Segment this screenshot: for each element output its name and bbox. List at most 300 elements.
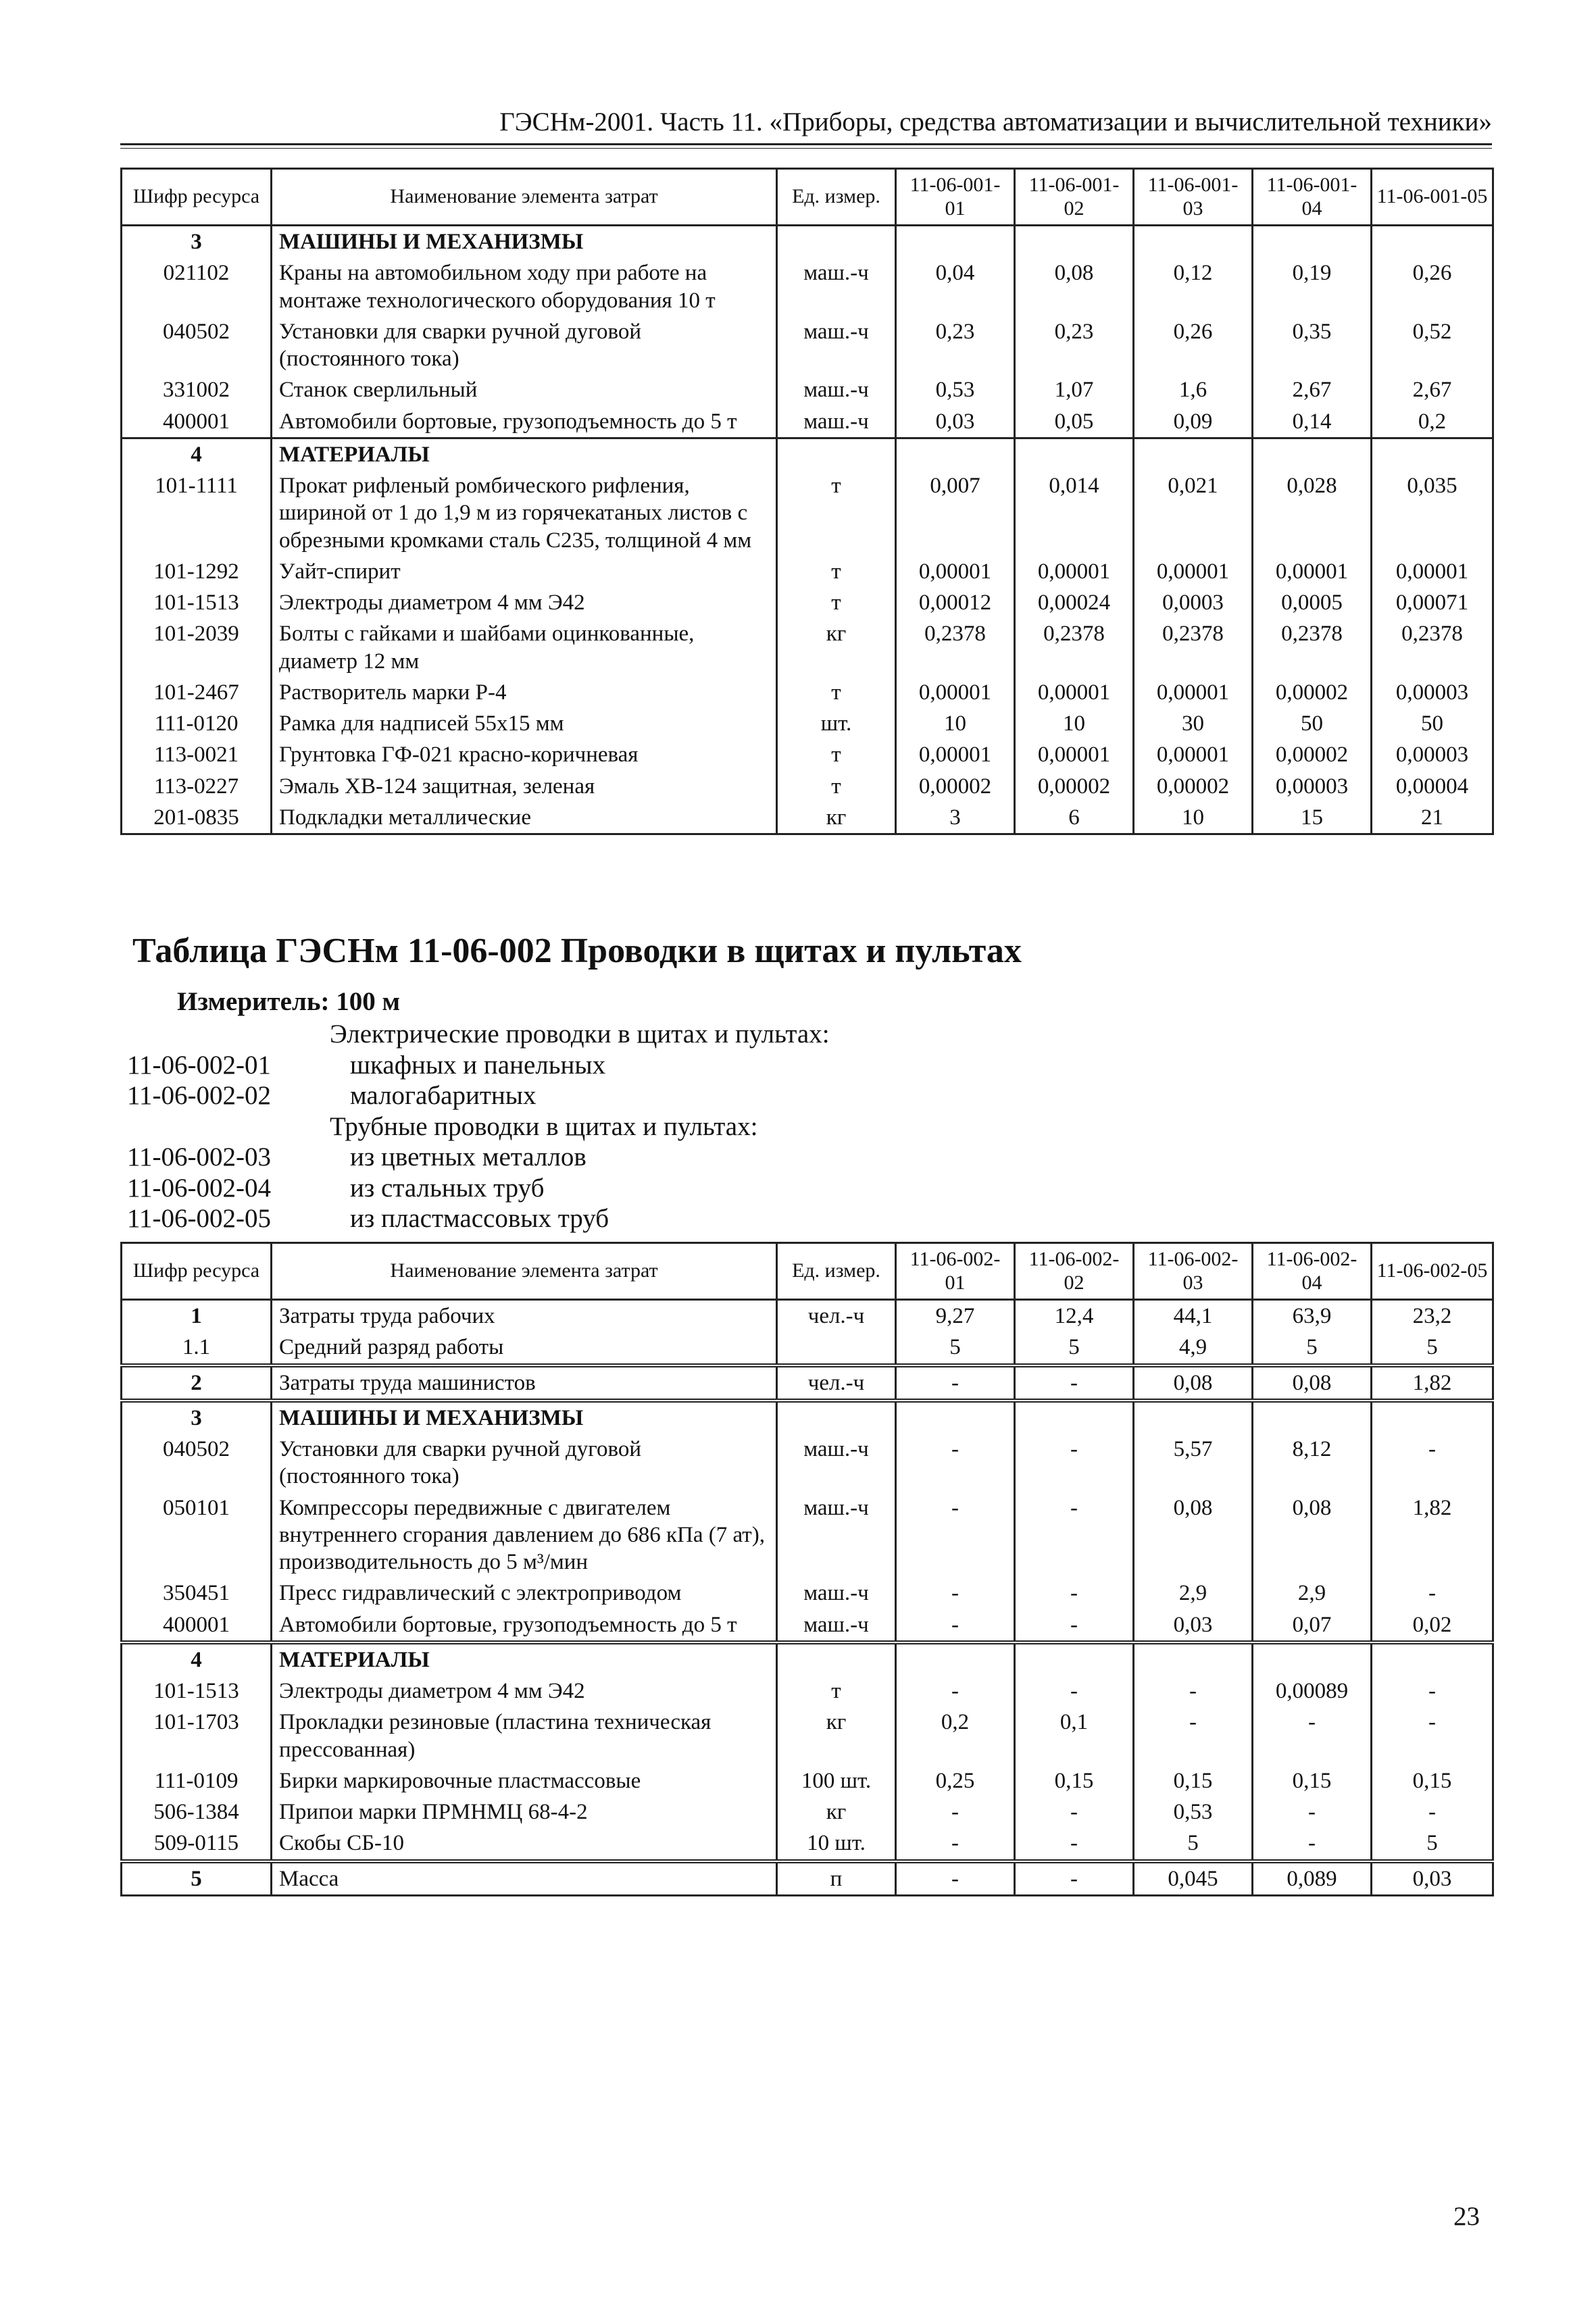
norm-description: шкафных и панельных	[350, 1050, 606, 1080]
norm-value: 0,02	[1372, 1609, 1493, 1642]
norm-value: 0,00001	[1134, 556, 1253, 587]
section-title: МАШИНЫ И МЕХАНИЗМЫ	[272, 1401, 777, 1434]
norm-value: 0,23	[1015, 316, 1134, 375]
norm-value: -	[1253, 1796, 1372, 1828]
norm-value: 5	[1015, 1332, 1134, 1365]
table-row	[122, 587, 1493, 618]
norm-value: 0,2378	[1134, 618, 1253, 677]
norm-value: 0,08	[1134, 1365, 1253, 1401]
norm-value	[1372, 438, 1493, 470]
table-row	[122, 1492, 1493, 1578]
norm-code: 11-06-002-02	[127, 1081, 272, 1110]
resource-code: 101-2039	[122, 618, 272, 677]
norm-value: 0,00002	[1253, 677, 1372, 708]
table-body	[122, 1300, 1493, 1896]
col-header-code: Шифр ресурса	[122, 1243, 272, 1300]
table-row	[122, 470, 1493, 556]
unit-cell: т	[777, 677, 896, 708]
resource-code: 111-0120	[122, 708, 272, 739]
unit-cell: маш.-ч	[777, 257, 896, 316]
norm-value: 0,00002	[1015, 771, 1134, 802]
norm-value: 15	[1253, 802, 1372, 834]
norm-value: 23,2	[1372, 1300, 1493, 1332]
norm-value: -	[896, 1365, 1015, 1401]
unit-cell: маш.-ч	[777, 1492, 896, 1578]
norm-value: 0,52	[1372, 316, 1493, 375]
norm-value	[1372, 226, 1493, 258]
table-row	[122, 556, 1493, 587]
resource-code: 111-0109	[122, 1765, 272, 1796]
resource-code: 101-1513	[122, 1676, 272, 1707]
table-row	[122, 802, 1493, 834]
table-row	[122, 1765, 1493, 1796]
norm-value: 0,00001	[1134, 677, 1253, 708]
cost-element-name: Автомобили бортовые, грузоподъемность до 5 т	[272, 406, 777, 438]
unit-cell: чел.-ч	[777, 1300, 896, 1332]
resource-code: 1	[122, 1300, 272, 1332]
col-header-name: Наименование элемента затрат	[272, 1243, 777, 1300]
norm-value: 0,00001	[896, 556, 1015, 587]
norm-value: -	[1015, 1609, 1134, 1642]
table-row	[122, 406, 1493, 438]
resource-code: 1.1	[122, 1332, 272, 1365]
unit-cell: маш.-ч	[777, 374, 896, 405]
norm-value	[1372, 1642, 1493, 1676]
norm-value: 0,0003	[1134, 587, 1253, 618]
resource-code: 201-0835	[122, 802, 272, 834]
table-row	[122, 739, 1493, 770]
norm-description: из стальных труб	[350, 1173, 545, 1203]
table-title: Таблица ГЭСНм 11-06-002 Проводки в щитах и пультах	[132, 932, 1022, 970]
norm-value: -	[1015, 1861, 1134, 1896]
norm-code: 11-06-002-04	[127, 1173, 272, 1203]
resource-code: 400001	[122, 1609, 272, 1642]
norm-value: 0,08	[1253, 1365, 1372, 1401]
section-title: МАШИНЫ И МЕХАНИЗМЫ	[272, 226, 777, 258]
cost-element-name: Растворитель марки Р-4	[272, 677, 777, 708]
norm-value: 2,67	[1372, 374, 1493, 405]
norm-value	[896, 1642, 1015, 1676]
col-header-norm: 11-06-002-01	[896, 1243, 1015, 1300]
norm-value: 0,00002	[1253, 739, 1372, 770]
cost-element-name: Масса	[272, 1861, 777, 1896]
resource-code: 113-0227	[122, 771, 272, 802]
norm-description: из цветных металлов	[350, 1142, 587, 1172]
norm-value: -	[896, 1609, 1015, 1642]
unit-cell: т	[777, 1676, 896, 1707]
resource-code: 050101	[122, 1492, 272, 1578]
section-title: МАТЕРИАЛЫ	[272, 438, 777, 470]
norm-value: -	[896, 1796, 1015, 1828]
table-row	[122, 1707, 1493, 1765]
norm-value: 0,14	[1253, 406, 1372, 438]
unit-cell: шт.	[777, 708, 896, 739]
unit-cell: п	[777, 1861, 896, 1896]
norm-value: 0,15	[1253, 1765, 1372, 1796]
cost-element-name: Скобы СБ-10	[272, 1828, 777, 1861]
norm-value: 0,2378	[896, 618, 1015, 677]
norm-value: 50	[1372, 708, 1493, 739]
norm-value: 0,2378	[1253, 618, 1372, 677]
section-row	[122, 438, 1493, 470]
resource-code: 101-1703	[122, 1707, 272, 1765]
norm-value: 0,05	[1015, 406, 1134, 438]
norm-value: 10	[1134, 802, 1253, 834]
norm-value	[1253, 226, 1372, 258]
cost-element-name: Прокладки резиновые (пластина техническая прессованная)	[272, 1707, 777, 1765]
unit-cell: т	[777, 470, 896, 556]
norm-value: 30	[1134, 708, 1253, 739]
resource-table-001	[120, 168, 1494, 835]
norm-value: 9,27	[896, 1300, 1015, 1332]
norm-value	[1015, 226, 1134, 258]
cost-element-name: Болты с гайками и шайбами оцинкованные, диаметр 12 мм	[272, 618, 777, 677]
norm-value: 0,045	[1134, 1861, 1253, 1896]
norm-value: 0,00001	[1134, 739, 1253, 770]
norm-value: 5	[896, 1332, 1015, 1365]
section-title: МАТЕРИАЛЫ	[272, 1642, 777, 1676]
header-rule	[120, 143, 1492, 145]
norm-value: 0,00001	[1015, 739, 1134, 770]
resource-code: 506-1384	[122, 1796, 272, 1828]
resource-code: 2	[122, 1365, 272, 1401]
unit-cell: т	[777, 587, 896, 618]
table-row	[122, 316, 1493, 375]
norm-value: 0,26	[1134, 316, 1253, 375]
norm-value: 21	[1372, 802, 1493, 834]
norm-value: 5	[1372, 1828, 1493, 1861]
unit-cell: кг	[777, 1796, 896, 1828]
norm-value	[896, 438, 1015, 470]
unit-cell: 10 шт.	[777, 1828, 896, 1861]
cost-element-name: Автомобили бортовые, грузоподъемность до 5 т	[272, 1609, 777, 1642]
norm-value: 0,08	[1134, 1492, 1253, 1578]
norm-value: 0,2	[1372, 406, 1493, 438]
norm-value: -	[1372, 1434, 1493, 1492]
norm-value: 0,00089	[1253, 1676, 1372, 1707]
norm-value	[1134, 226, 1253, 258]
unit-cell: т	[777, 771, 896, 802]
norm-value: -	[1134, 1707, 1253, 1765]
norm-value: -	[896, 1578, 1015, 1609]
norm-value	[1015, 1642, 1134, 1676]
norm-value: 1,82	[1372, 1365, 1493, 1401]
col-header-norm: 11-06-002-04	[1253, 1243, 1372, 1300]
header-rule-thin	[120, 148, 1492, 149]
unit-cell	[777, 1642, 896, 1676]
norm-value: 0,15	[1015, 1765, 1134, 1796]
norm-value: -	[1015, 1365, 1134, 1401]
cost-element-name: Бирки маркировочные пластмассовые	[272, 1765, 777, 1796]
norm-value: -	[1253, 1828, 1372, 1861]
table-row	[122, 1796, 1493, 1828]
norm-description: из пластмассовых труб	[350, 1204, 609, 1233]
norm-value: 0,089	[1253, 1861, 1372, 1896]
norm-value: 0,028	[1253, 470, 1372, 556]
unit-cell: маш.-ч	[777, 1434, 896, 1492]
norm-value: 0,00001	[1015, 556, 1134, 587]
norm-value: 5,57	[1134, 1434, 1253, 1492]
norm-value: 0,2378	[1015, 618, 1134, 677]
cost-element-name: Грунтовка ГФ-021 красно-коричневая	[272, 739, 777, 770]
norm-value: 0,35	[1253, 316, 1372, 375]
resource-code: 350451	[122, 1578, 272, 1609]
norm-value: 0,00002	[1134, 771, 1253, 802]
running-header: ГЭСНм-2001. Часть 11. «Приборы, средства автоматизации и вычислительной техники»	[499, 107, 1492, 136]
norm-value	[1253, 1642, 1372, 1676]
norm-value: 0,23	[896, 316, 1015, 375]
norm-value: 0,00001	[896, 677, 1015, 708]
norm-value: 10	[1015, 708, 1134, 739]
table-row	[122, 1332, 1493, 1365]
norm-value: 10	[896, 708, 1015, 739]
table-row	[122, 1300, 1493, 1332]
resource-code: 040502	[122, 316, 272, 375]
norm-value: -	[1015, 1676, 1134, 1707]
table-body	[122, 226, 1493, 834]
norm-value: 12,4	[1015, 1300, 1134, 1332]
norm-value: 0,15	[1134, 1765, 1253, 1796]
norm-value: 5	[1372, 1332, 1493, 1365]
cost-element-name: Установки для сварки ручной дуговой (постоянного тока)	[272, 1434, 777, 1492]
unit-cell	[777, 1332, 896, 1365]
unit-cell: кг	[777, 618, 896, 677]
norm-value: 0,035	[1372, 470, 1493, 556]
col-header-norm: 11-06-001-05	[1372, 169, 1493, 226]
table-row	[122, 1434, 1493, 1492]
resource-code: 101-2467	[122, 677, 272, 708]
col-header-norm: 11-06-001-02	[1015, 169, 1134, 226]
norm-value: 1,07	[1015, 374, 1134, 405]
norm-value: 0,2378	[1372, 618, 1493, 677]
resource-table-002	[120, 1242, 1494, 1896]
col-header-unit: Ед. измер.	[777, 1243, 896, 1300]
resource-code: 101-1292	[122, 556, 272, 587]
col-header-code: Шифр ресурса	[122, 169, 272, 226]
norm-value: 0,00004	[1372, 771, 1493, 802]
table-meter: Измеритель: 100 м	[177, 987, 401, 1016]
norm-value: 63,9	[1253, 1300, 1372, 1332]
norm-value: -	[1372, 1796, 1493, 1828]
norm-value: 0,09	[1134, 406, 1253, 438]
cost-element-name: Станок сверлильный	[272, 374, 777, 405]
resource-code: 509-0115	[122, 1828, 272, 1861]
col-header-name: Наименование элемента затрат	[272, 169, 777, 226]
norm-value: 50	[1253, 708, 1372, 739]
unit-cell	[777, 226, 896, 258]
col-header-norm: 11-06-001-04	[1253, 169, 1372, 226]
cost-element-name: Затраты труда рабочих	[272, 1300, 777, 1332]
cost-element-name: Электроды диаметром 4 мм Э42	[272, 1676, 777, 1707]
norm-value: 0,25	[896, 1765, 1015, 1796]
unit-cell: маш.-ч	[777, 316, 896, 375]
norm-value: 1,82	[1372, 1492, 1493, 1578]
norm-value: -	[1015, 1492, 1134, 1578]
resource-code: 5	[122, 1861, 272, 1896]
col-header-norm: 11-06-002-05	[1372, 1243, 1493, 1300]
resource-code: 3	[122, 1401, 272, 1434]
norm-value: 0,00001	[896, 739, 1015, 770]
section-row	[122, 1401, 1493, 1434]
cost-element-name: Уайт-спирит	[272, 556, 777, 587]
norm-value: 0,15	[1372, 1765, 1493, 1796]
table-row	[122, 1828, 1493, 1861]
section-row	[122, 226, 1493, 258]
norm-group-heading: Электрические проводки в щитах и пультах:	[330, 1020, 830, 1049]
norm-value: 0,03	[896, 406, 1015, 438]
norm-value	[1253, 438, 1372, 470]
norm-value: 0,00001	[1015, 677, 1134, 708]
norm-value: -	[1253, 1707, 1372, 1765]
resource-code: 101-1111	[122, 470, 272, 556]
norm-value: 0,00071	[1372, 587, 1493, 618]
col-header-norm: 11-06-001-01	[896, 169, 1015, 226]
norm-group-heading: Трубные проводки в щитах и пультах:	[330, 1111, 758, 1141]
norm-code: 11-06-002-03	[127, 1142, 272, 1172]
norm-value: 0,04	[896, 257, 1015, 316]
cost-element-name: Электроды диаметром 4 мм Э42	[272, 587, 777, 618]
resource-code: 101-1513	[122, 587, 272, 618]
norm-value	[896, 1401, 1015, 1434]
norm-value: -	[1015, 1828, 1134, 1861]
resource-code: 040502	[122, 1434, 272, 1492]
norm-value: 0,0005	[1253, 587, 1372, 618]
cost-element-name: Прокат рифленый ромбического рифления, шириной от 1 до 1,9 м из горячекатаных листов с обрезными кромками сталь С235, толщиной 4 мм	[272, 470, 777, 556]
norm-value: -	[1015, 1434, 1134, 1492]
norm-value: -	[1372, 1676, 1493, 1707]
norm-value: 0,53	[896, 374, 1015, 405]
col-header-norm: 11-06-002-03	[1134, 1243, 1253, 1300]
unit-cell	[777, 1401, 896, 1434]
col-header-norm: 11-06-001-03	[1134, 169, 1253, 226]
norm-value: 0,26	[1372, 257, 1493, 316]
unit-cell: чел.-ч	[777, 1365, 896, 1401]
norm-value: 0,03	[1134, 1609, 1253, 1642]
resource-code: 021102	[122, 257, 272, 316]
norm-value	[1134, 438, 1253, 470]
norm-value: 0,08	[1253, 1492, 1372, 1578]
cost-element-name: Пресс гидравлический с электроприводом	[272, 1578, 777, 1609]
norm-value: 0,53	[1134, 1796, 1253, 1828]
norm-value: 5	[1134, 1828, 1253, 1861]
col-header-norm: 11-06-002-02	[1015, 1243, 1134, 1300]
resource-code: 3	[122, 226, 272, 258]
norm-value: -	[896, 1434, 1015, 1492]
unit-cell: кг	[777, 802, 896, 834]
norm-code: 11-06-002-05	[127, 1204, 272, 1233]
unit-cell: кг	[777, 1707, 896, 1765]
table-row	[122, 1578, 1493, 1609]
norm-value: -	[1015, 1578, 1134, 1609]
table-row	[122, 257, 1493, 316]
unit-cell	[777, 438, 896, 470]
norm-value: 44,1	[1134, 1300, 1253, 1332]
table-row	[122, 708, 1493, 739]
norm-value: 0,00003	[1253, 771, 1372, 802]
norm-value: 8,12	[1253, 1434, 1372, 1492]
cost-element-name: Средний разряд работы	[272, 1332, 777, 1365]
norm-value: 3	[896, 802, 1015, 834]
norm-value	[1134, 1642, 1253, 1676]
norm-value: -	[1372, 1578, 1493, 1609]
cost-element-name: Краны на автомобильном ходу при работе на монтаже технологического оборудования 10 т	[272, 257, 777, 316]
norm-value: 0,007	[896, 470, 1015, 556]
norm-value: 0,00003	[1372, 677, 1493, 708]
norm-value	[1015, 1401, 1134, 1434]
cost-element-name: Затраты труда машинистов	[272, 1365, 777, 1401]
norm-value: -	[1372, 1707, 1493, 1765]
norm-value	[1253, 1401, 1372, 1434]
norm-value: 0,03	[1372, 1861, 1493, 1896]
norm-code: 11-06-002-01	[127, 1050, 272, 1080]
norm-value: 0,00002	[896, 771, 1015, 802]
unit-cell: маш.-ч	[777, 406, 896, 438]
norm-value	[1372, 1401, 1493, 1434]
table-row	[122, 771, 1493, 802]
unit-cell: маш.-ч	[777, 1609, 896, 1642]
norm-value: 0,19	[1253, 257, 1372, 316]
table-row	[122, 374, 1493, 405]
cost-element-name: Подкладки металлические	[272, 802, 777, 834]
norm-value: 2,9	[1253, 1578, 1372, 1609]
norm-value: 2,67	[1253, 374, 1372, 405]
page-number: 23	[1453, 2202, 1480, 2231]
unit-cell: 100 шт.	[777, 1765, 896, 1796]
resource-code: 331002	[122, 374, 272, 405]
norm-value: -	[896, 1861, 1015, 1896]
norm-value: -	[1134, 1676, 1253, 1707]
cost-element-name: Припои марки ПРМНМЦ 68-4-2	[272, 1796, 777, 1828]
norm-value: -	[896, 1676, 1015, 1707]
col-header-unit: Ед. измер.	[777, 169, 896, 226]
resource-code: 113-0021	[122, 739, 272, 770]
table-row	[122, 1861, 1493, 1896]
norm-value: 0,00003	[1372, 739, 1493, 770]
resource-code: 400001	[122, 406, 272, 438]
norm-value	[1134, 1401, 1253, 1434]
norm-value: 0,07	[1253, 1609, 1372, 1642]
table-row	[122, 1676, 1493, 1707]
cost-element-name: Компрессоры передвижные с двигателем внутреннего сгорания давлением до 686 кПа (7 ат), производительность до 5 м³/мин	[272, 1492, 777, 1578]
norm-value: 6	[1015, 802, 1134, 834]
norm-value: 0,1	[1015, 1707, 1134, 1765]
norm-value: 1,6	[1134, 374, 1253, 405]
norm-value: 0,12	[1134, 257, 1253, 316]
norm-value: 0,00001	[1253, 556, 1372, 587]
norm-value: -	[896, 1492, 1015, 1578]
norm-value: 0,00012	[896, 587, 1015, 618]
norm-value	[896, 226, 1015, 258]
resource-code: 4	[122, 1642, 272, 1676]
norm-value: 0,00024	[1015, 587, 1134, 618]
cost-element-name: Эмаль ХВ-124 защитная, зеленая	[272, 771, 777, 802]
norm-value: 0,00001	[1372, 556, 1493, 587]
norm-value: 0,021	[1134, 470, 1253, 556]
cost-element-name: Установки для сварки ручной дуговой (постоянного тока)	[272, 316, 777, 375]
cost-element-name: Рамка для надписей 55х15 мм	[272, 708, 777, 739]
section-row	[122, 1642, 1493, 1676]
unit-cell: маш.-ч	[777, 1578, 896, 1609]
table-row	[122, 1365, 1493, 1401]
table-row	[122, 677, 1493, 708]
norm-value: 0,2	[896, 1707, 1015, 1765]
table-row	[122, 618, 1493, 677]
unit-cell: т	[777, 556, 896, 587]
norm-value: 0,08	[1015, 257, 1134, 316]
norm-value: 4,9	[1134, 1332, 1253, 1365]
norm-value: -	[896, 1828, 1015, 1861]
resource-code: 4	[122, 438, 272, 470]
